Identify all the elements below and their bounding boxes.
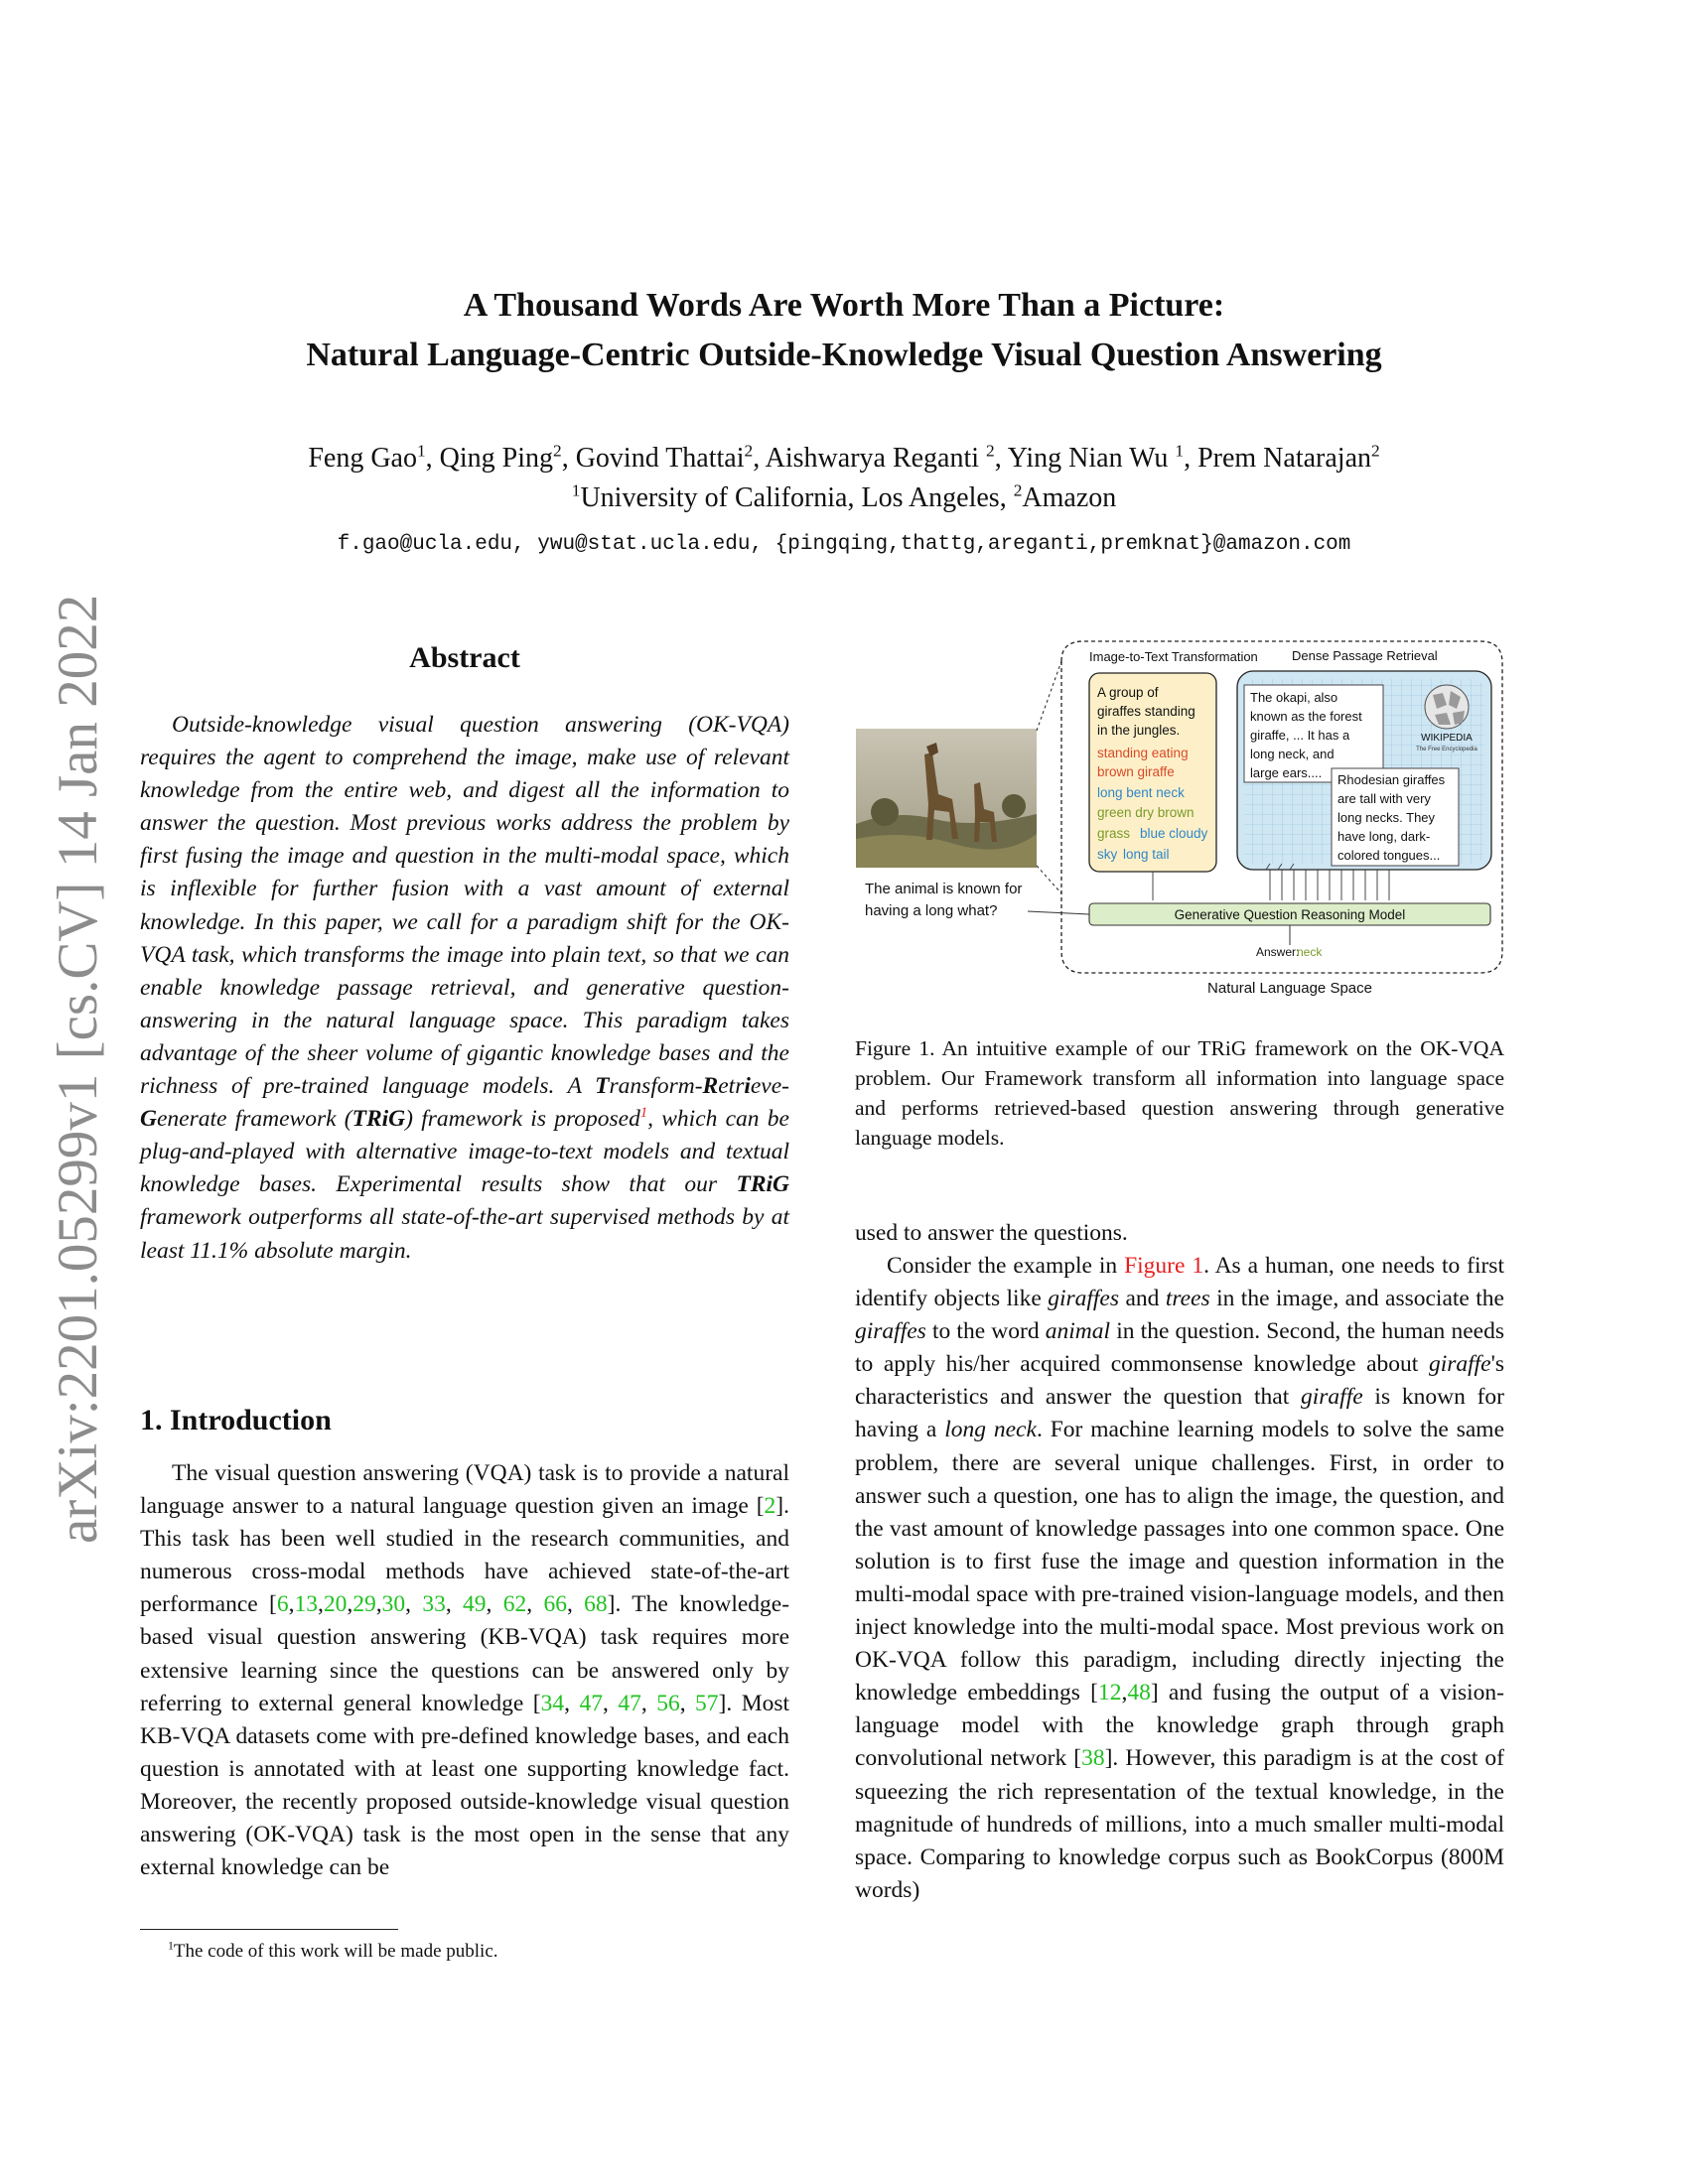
author: Prem Natarajan [1197, 443, 1371, 474]
acronym-letter: i [744, 1073, 751, 1100]
passage-line: Rhodesian giraffes [1337, 772, 1446, 787]
framework-name: TRiG [352, 1106, 406, 1133]
text-run: Outside-knowledge visual question answering (OK-VQA) requires the agent to comprehend the image, make use of relevant knowledge from the entire web, and digest all the information to answer the question. Most previous works address the problem by first fusing the image and question in the multi-modal space, which is inflexible for further fusion with a vast amount of external knowledge. In this paper, we call for a paradigm shift for the OK-VQA task, which transforms the image into plain text, so that we can enable knowledge passage retrieval, and generative question-answering in the natural language space. This paradigm takes advantage of the sheer volume of gigantic knowledge bases and the richness of pre-trained language models. A [140, 712, 789, 1100]
text-run: Consider the example in [887, 1253, 1125, 1279]
figure-1-diagram [855, 635, 1504, 1008]
title-line-1: A Thousand Words Are Worth More Than a Picture: [463, 287, 1225, 324]
tag-text: blue cloudy [1140, 826, 1208, 841]
passage-line: long necks. They [1337, 810, 1436, 825]
emphasis: giraffe [1428, 1351, 1491, 1378]
figure-1-caption: Figure 1. An intuitive example of our TRiG framework on the OK-VQA problem. Our Framework transform all information into language space and performs retrieved-based question answering through generative language models. [855, 1036, 1504, 1150]
citation-link[interactable]: 6 [276, 1591, 289, 1618]
tag-text: grass [1097, 826, 1131, 841]
emphasis: giraffes [855, 1318, 926, 1345]
tag-text: standing eating [1097, 746, 1189, 760]
text-run: ransform- [609, 1073, 703, 1100]
arxiv-identifier: arXiv:2201.05299v1 [cs.CV] 14 Jan 2022 [47, 594, 109, 1544]
wikipedia-wordmark: WIKIPEDIA [1421, 733, 1473, 744]
right-column-text-start: used to answer the questions. [855, 1220, 1128, 1246]
passage-line: are tall with very [1337, 791, 1431, 806]
citation-link[interactable]: 47 [579, 1690, 603, 1716]
wikipedia-globe-icon [1425, 685, 1469, 729]
text-run: . For machine learning models to solve the same problem, there are several unique challenges. First, in order to answer such a question, one has to align the image, the question, and the vast amount of knowledge passages into one common space. One solution is to first fuse the image and question information in the multi-modal space with pre-trained vision-language models, and then inject knowledge into the multi-modal space. Most previous work on OK-VQA follow this paradigm, including directly injecting the knowledge embeddings [ [855, 1417, 1505, 1706]
introduction-text: The visual question answering (VQA) task is to provide a natural language answer to a natural language question given an image [2]. This task has been well studied in the research communities, and numerous cross-modal methods have achieved state-of-the-art performance [6,13,20,29,30, 33, 49, 62, 66, 68]. The knowledge-based visual question answering (KB-VQA) task requires more extensive learning since the questions can be answered only by referring to external general knowledge [34, 47, 47, 56, 57]. Most KB-VQA datasets come with pre-defined knowledge bases, and each question is annotated with at least one supporting knowledge fact. Moreover, the recently proposed outside-knowledge visual question answering (OK-VQA) task is the most open in the sense that any external knowledge can be [140, 1460, 790, 1881]
passage-line: The okapi, also [1250, 690, 1338, 705]
emphasis: long neck [944, 1417, 1037, 1443]
text-run: in the question. Second, the human needs to apply his/her acquired commonsense knowledge about [855, 1318, 1504, 1378]
citation-link[interactable]: 48 [1127, 1680, 1151, 1706]
author: Aishwarya Reganti [765, 443, 987, 474]
author: Govind Thattai [575, 443, 745, 474]
citation-link[interactable]: 56 [656, 1690, 680, 1716]
text-run: and [1119, 1286, 1166, 1312]
text-run: ]. The knowledge-based visual question answering (KB-VQA) task requires more extensive learning since the questions can be answered only by referring to external general knowledge [ [140, 1591, 790, 1716]
wikipedia-tagline: The Free Encyclopedia [1416, 747, 1477, 752]
image-to-text-label: Image-to-Text Transformation [1089, 649, 1258, 664]
dense-passage-retrieval-label: Dense Passage Retrieval [1292, 648, 1438, 663]
citation-link[interactable]: 66 [543, 1591, 567, 1618]
citation-link[interactable]: 12 [1097, 1680, 1122, 1706]
citation-link[interactable]: 34 [540, 1690, 565, 1716]
footnote-text: The code of this work will be made public. [173, 1941, 498, 1962]
connector-line [1037, 866, 1061, 893]
figure-1 [855, 635, 1504, 1008]
acronym-letter: R [702, 1073, 719, 1100]
retrieval-arrows [1153, 870, 1389, 900]
citation-link[interactable]: 49 [463, 1591, 487, 1618]
caption-line: in the jungles. [1097, 723, 1181, 738]
citation-link[interactable]: 57 [695, 1690, 719, 1716]
acronym-letter: T [595, 1073, 610, 1100]
passage-line: known as the forest [1250, 709, 1362, 724]
author-affil-mark: 1 [1175, 441, 1185, 461]
emphasis: giraffes [1048, 1286, 1120, 1312]
affiliation: Amazon [1022, 482, 1117, 513]
text-run: The visual question answering (VQA) task is to provide a natural language answer to a natural language question given an image [ [140, 1460, 789, 1520]
citation-link[interactable]: 38 [1081, 1745, 1105, 1772]
text-run: ] and fusing the output of a vision-language model with the knowledge graph through graph convolutional network [ [855, 1680, 1504, 1772]
text-run: to the word [925, 1318, 1046, 1345]
right-column-paragraph: Consider the example in Figure 1. As a human, one needs to first identify objects like giraffes and trees in the image, and associate the giraffes to the word animal in the question. Second, the human needs to apply his/her acquired commonsense knowledge about giraffe's characteristics and answer the question that giraffe is known for having a long neck. For machine learning models to solve the same problem, there are several unique challenges. First, in order to answer such a question, one has to align the image, the question, and the vast amount of knowledge passages into one common space. One solution is to first fuse the image and question information in the multi-modal space with pre-trained vision-language models, and then inject knowledge into the multi-modal space. Most previous work on OK-VQA follow this paradigm, including directly injecting the knowledge embeddings [12,48] and fusing the output of a vision-language model with the knowledge graph through graph convolutional network [38]. However, this paradigm is at the cost of squeezing the rich representation of the textual knowledge, in the magnitude of hundreds of millions, into a much smaller multi-modal space. Comparing to knowledge corpus such as BookCorpus (800M words) [855, 1253, 1505, 1903]
citation-link[interactable]: 47 [618, 1690, 641, 1716]
caption-line: giraffes standing [1097, 704, 1196, 719]
author: Qing Ping [439, 443, 554, 474]
text-run: ]. However, this paradigm is at the cost of squeezing the rich representation of the textual knowledge, in the magnitude of hundreds of millions, into a much smaller multi-modal space. Comparing to knowledge corpus such as BookCorpus (800M words) [855, 1745, 1504, 1903]
answer-label: Answer: [1256, 945, 1300, 959]
tag-text: sky [1097, 847, 1118, 862]
tag-text: brown giraffe [1097, 764, 1175, 779]
passage-line: colored tongues... [1337, 848, 1441, 863]
giraffe-photo [856, 729, 1037, 868]
affiliation: University of California, Los Angeles, [580, 482, 1014, 513]
text-run: eve- [750, 1073, 789, 1100]
citation-link[interactable]: 20 [323, 1591, 348, 1618]
acronym-letter: G [140, 1106, 157, 1133]
connector-line [1037, 661, 1061, 731]
citation-link[interactable]: 30 [381, 1591, 406, 1618]
question-line: having a long what? [865, 902, 998, 919]
answer-value: neck [1297, 945, 1323, 959]
introduction-heading: 1. Introduction [140, 1404, 332, 1436]
text-run: 's characteristics and answer the question that [855, 1351, 1504, 1411]
author-emails: f.gao@ucla.edu, ywu@stat.ucla.edu, {pingqing,thattg,areganti,premknat}@amazon.com [337, 533, 1351, 556]
passage-line: have long, dark- [1337, 829, 1431, 844]
text-run: ) framework is proposed [405, 1106, 640, 1133]
text-run: ]. This task has been well studied in the research communities, and numerous cross-modal methods have achieved state-of-the-art performance [ [140, 1493, 789, 1618]
emphasis: giraffe [1301, 1384, 1363, 1411]
text-run: , which can be plug-and-played with alternative image-to-text models and textual knowledge bases. Experimental results show that our [140, 1106, 789, 1198]
reasoning-model-label: Generative Question Reasoning Model [1174, 907, 1406, 922]
affil-mark: 1 [571, 480, 581, 500]
author-affil-mark: 1 [416, 441, 426, 461]
citation-link[interactable]: 2 [764, 1493, 776, 1520]
text-run: . As a human, one needs to first identify objects like [855, 1253, 1504, 1312]
caption-line: A group of [1097, 685, 1159, 700]
tag-text: long tail [1123, 847, 1170, 862]
passage-line: giraffe, ... It has a [1250, 728, 1350, 743]
affil-mark: 2 [1013, 480, 1023, 500]
text-run: framework outperforms all state-of-the-art supervised methods by at least 11.1% absolute margin. [140, 1204, 789, 1264]
text-run: in the image, and associate the [1209, 1286, 1504, 1312]
passage-line: large ears.... [1250, 765, 1323, 780]
author-list: Feng Gao$^1$, Qing Ping$^2$, Govind Thattai$^2$, Aishwarya Reganti $^2$, Ying Nian Wu $^1$, Prem Natarajan$^2$ [308, 441, 1380, 474]
text-run: ]. Most KB-VQA datasets come with pre-defined knowledge bases, and each question is annotated with at least one supporting knowledge fact. Moreover, the recently proposed outside-knowledge visual question answering (OK-VQA) task is the most open in the sense that any external knowledge can be [140, 1690, 790, 1881]
framework-name: TRiG [736, 1171, 789, 1198]
footnote-mark: 1 [168, 1939, 174, 1953]
text-run: enerate [156, 1106, 227, 1133]
author-affil-mark: 2 [744, 441, 754, 461]
author: Feng Gao [308, 443, 417, 474]
passage-line: long neck, and [1250, 747, 1335, 761]
abstract-heading: Abstract [409, 641, 520, 674]
question-line: The animal is known for [865, 881, 1023, 897]
text-run: etr [718, 1073, 745, 1100]
author: Ying Nian Wu [1007, 443, 1176, 474]
text-run: framework ( [226, 1106, 352, 1133]
affiliations [0, 479, 1688, 516]
tag-text: long bent neck [1097, 785, 1185, 800]
author-affil-mark: 2 [986, 441, 995, 461]
citation-link[interactable]: 62 [502, 1591, 527, 1618]
footnote [140, 1939, 789, 1965]
text-run: is known for having a [855, 1384, 1504, 1443]
title-line-2: Natural Language-Centric Outside-Knowledge Visual Question Answering [306, 337, 1382, 373]
figure-reference-link[interactable]: Figure 1 [1124, 1253, 1204, 1279]
emphasis: animal [1045, 1318, 1111, 1345]
footnote-link[interactable]: 1 [639, 1105, 648, 1122]
emphasis: trees [1165, 1286, 1210, 1312]
tag-text: green dry brown [1097, 805, 1195, 820]
citation-link[interactable]: 33 [422, 1591, 446, 1618]
citation-link[interactable]: 29 [352, 1591, 376, 1618]
question-arrow [1028, 911, 1089, 914]
footnote-divider [140, 1929, 398, 1930]
citation-link[interactable]: 13 [294, 1591, 318, 1618]
paper-title [0, 281, 1688, 380]
author-affil-mark: 2 [553, 441, 562, 461]
citation-link[interactable]: 68 [584, 1591, 608, 1618]
abstract-text [140, 709, 789, 1268]
natural-language-space-label: Natural Language Space [1207, 980, 1372, 997]
author-affil-mark: 2 [1371, 441, 1380, 461]
